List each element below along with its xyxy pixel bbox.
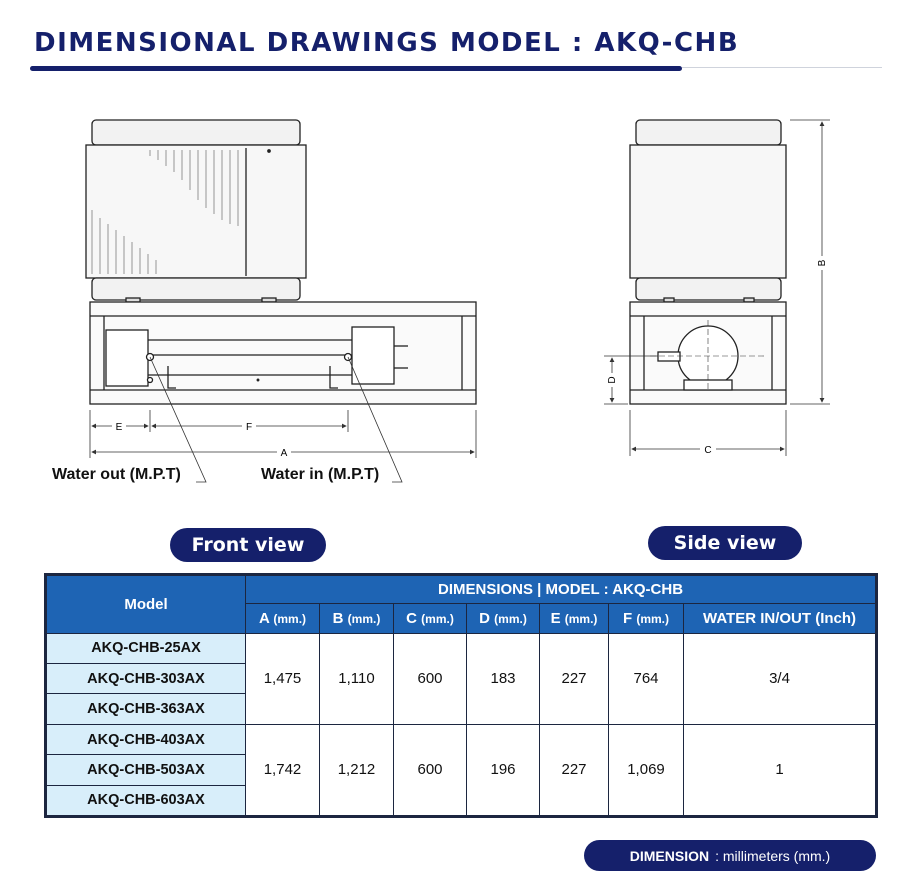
value-water: 3/4: [684, 633, 876, 724]
water-out-label: Water out (M.P.T): [52, 466, 181, 483]
dim-label-d: D: [607, 376, 618, 384]
value-b: 1,212: [320, 724, 394, 815]
dimension-unit-label: DIMENSION: [629, 847, 710, 864]
dimensions-table: [46, 575, 876, 816]
value-d: 196: [467, 724, 540, 815]
page-title: DIMENSIONAL DRAWINGS MODEL : AKQ-CHB: [34, 28, 740, 58]
value-c: 600: [394, 724, 467, 815]
value-e: 227: [540, 724, 609, 815]
dimension-unit-badge: [584, 840, 876, 871]
water-in-label: Water in (M.P.T): [261, 466, 380, 483]
value-e: 227: [540, 633, 609, 724]
dimensional-drawing: [0, 90, 916, 490]
model-cell: AKQ-CHB-503AX: [47, 755, 246, 785]
table-row: [47, 633, 876, 663]
dim-label-e: E: [115, 422, 123, 433]
col-header-b: B (mm.): [320, 604, 394, 633]
table-row: [47, 724, 876, 754]
model-cell: AKQ-CHB-403AX: [47, 724, 246, 754]
value-c: 600: [394, 633, 467, 724]
dim-label-f: F: [245, 422, 253, 433]
model-cell: AKQ-CHB-363AX: [47, 694, 246, 724]
model-cell: AKQ-CHB-303AX: [47, 664, 246, 694]
value-b: 1,110: [320, 633, 394, 724]
dim-label-b: B: [817, 259, 828, 267]
col-header-d: D (mm.): [467, 604, 540, 633]
dim-label-a: A: [280, 448, 288, 459]
title-underline: [30, 66, 682, 71]
value-f: 764: [609, 633, 684, 724]
front-view-badge: Front view: [170, 528, 326, 562]
model-cell: AKQ-CHB-603AX: [47, 785, 246, 815]
col-header-e: E (mm.): [540, 604, 609, 633]
title-underline-thin: [682, 67, 882, 68]
value-water: 1: [684, 724, 876, 815]
value-f: 1,069: [609, 724, 684, 815]
col-header-f: F (mm.): [609, 604, 684, 633]
col-header-c: C (mm.): [394, 604, 467, 633]
value-a: 1,742: [246, 724, 320, 815]
dimensions-group-header: DIMENSIONS | MODEL : AKQ-CHB: [246, 576, 876, 604]
dim-label-c: C: [704, 445, 712, 456]
model-header: Model: [47, 576, 246, 634]
value-a: 1,475: [246, 633, 320, 724]
side-view-badge: Side view: [648, 526, 802, 560]
model-cell: AKQ-CHB-25AX: [47, 633, 246, 663]
value-d: 183: [467, 633, 540, 724]
dimension-unit-value: : millimeters (mm.): [715, 847, 831, 864]
col-header-water: WATER IN/OUT (Inch): [684, 604, 876, 633]
col-header-a: A (mm.): [246, 604, 320, 633]
front-view-drawing: [86, 120, 476, 404]
